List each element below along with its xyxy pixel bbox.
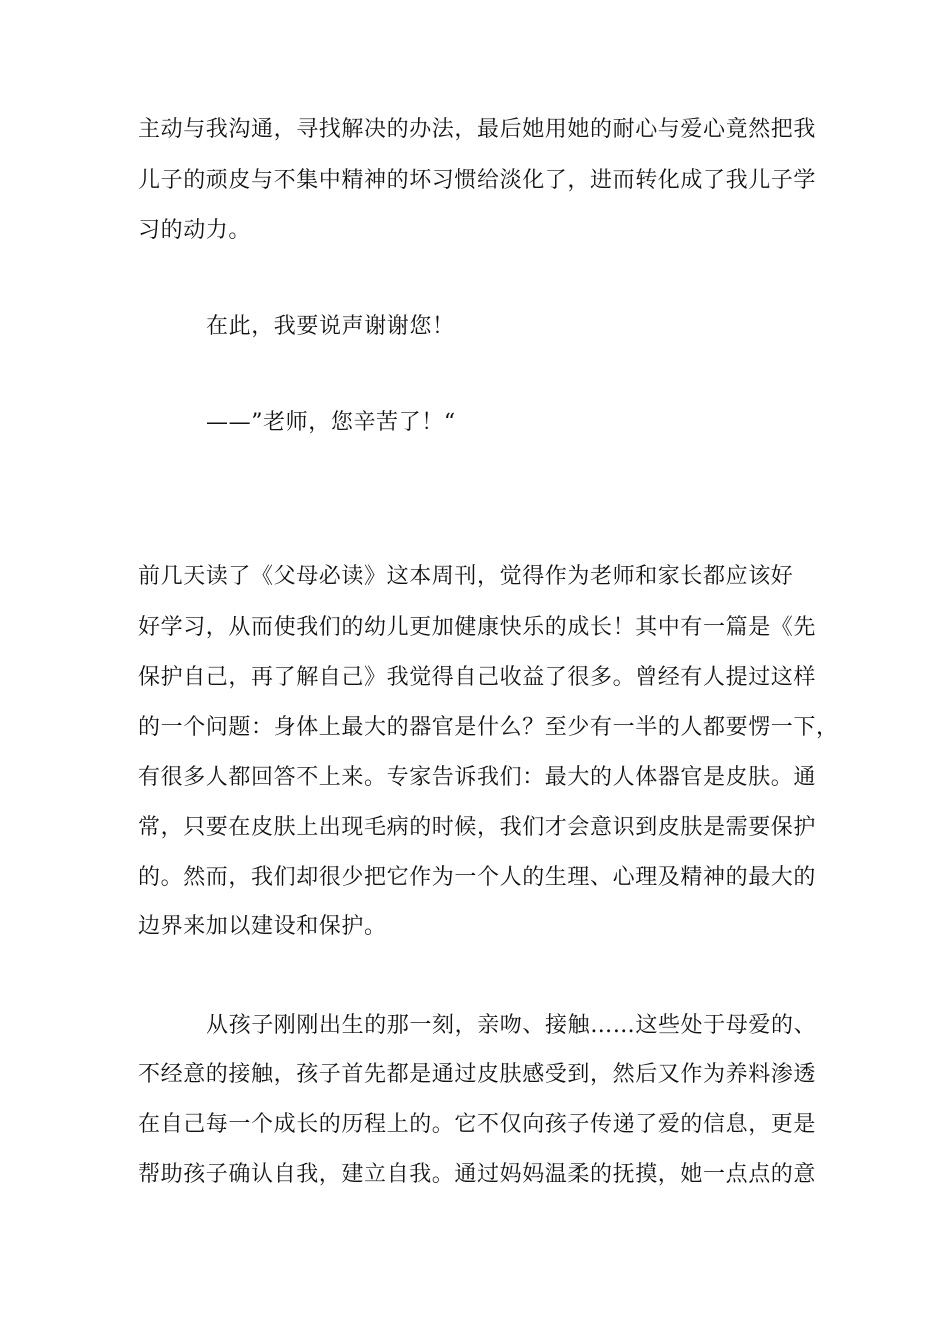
paragraph-line: 不经意的接触，孩子首先都是通过皮肤感受到，然后又作为养料渗透 <box>138 1062 817 1087</box>
paragraph-line: 边界来加以建设和保护。 <box>138 914 387 939</box>
paragraph-line: 保护自己，再了解自己》我觉得自己收益了很多。曾经有人提过这样 <box>138 665 817 690</box>
paragraph-line: 有很多人都回答不上来。专家告诉我们：最大的人体器官是皮肤。通 <box>138 765 817 790</box>
paragraph-line: 从孩子刚刚出生的那一刻，亲吻、接触……这些处于母爱的、 <box>206 1013 817 1038</box>
paragraph-line: 前几天读了《父母必读》这本周刊，觉得作为老师和家长都应该好 <box>138 564 794 589</box>
paragraph-line: 在自己每一个成长的历程上的。它不仅向孩子传递了爱的信息，更是 <box>138 1112 817 1137</box>
paragraph-line: 的。然而，我们却很少把它作为一个人的生理、心理及精神的最大的 <box>138 865 817 890</box>
paragraph-line: 常，只要在皮肤上出现毛病的时候，我们才会意识到皮肤是需要保护 <box>138 815 817 840</box>
paragraph-line: 习的动力。 <box>138 218 252 243</box>
quote-line: ——”老师，您辛苦了！“ <box>206 410 456 435</box>
paragraph-line: 帮助孩子确认自我，建立自我。通过妈妈温柔的抚摸，她一点点的意 <box>138 1162 817 1187</box>
paragraph-line: 好学习，从而使我们的幼儿更加健康快乐的成长！其中有一篇是《先 <box>138 615 817 640</box>
thanks-line: 在此，我要说声谢谢您！ <box>206 314 455 339</box>
paragraph-line: 主动与我沟通，寻找解决的办法，最后她用她的耐心与爱心竟然把我 <box>138 117 817 142</box>
paragraph-line: 的一个问题：身体上最大的器官是什么？至少有一半的人都要愣一下， <box>138 715 839 740</box>
paragraph-line: 儿子的顽皮与不集中精神的坏习惯给淡化了，进而转化成了我儿子学 <box>138 168 817 193</box>
